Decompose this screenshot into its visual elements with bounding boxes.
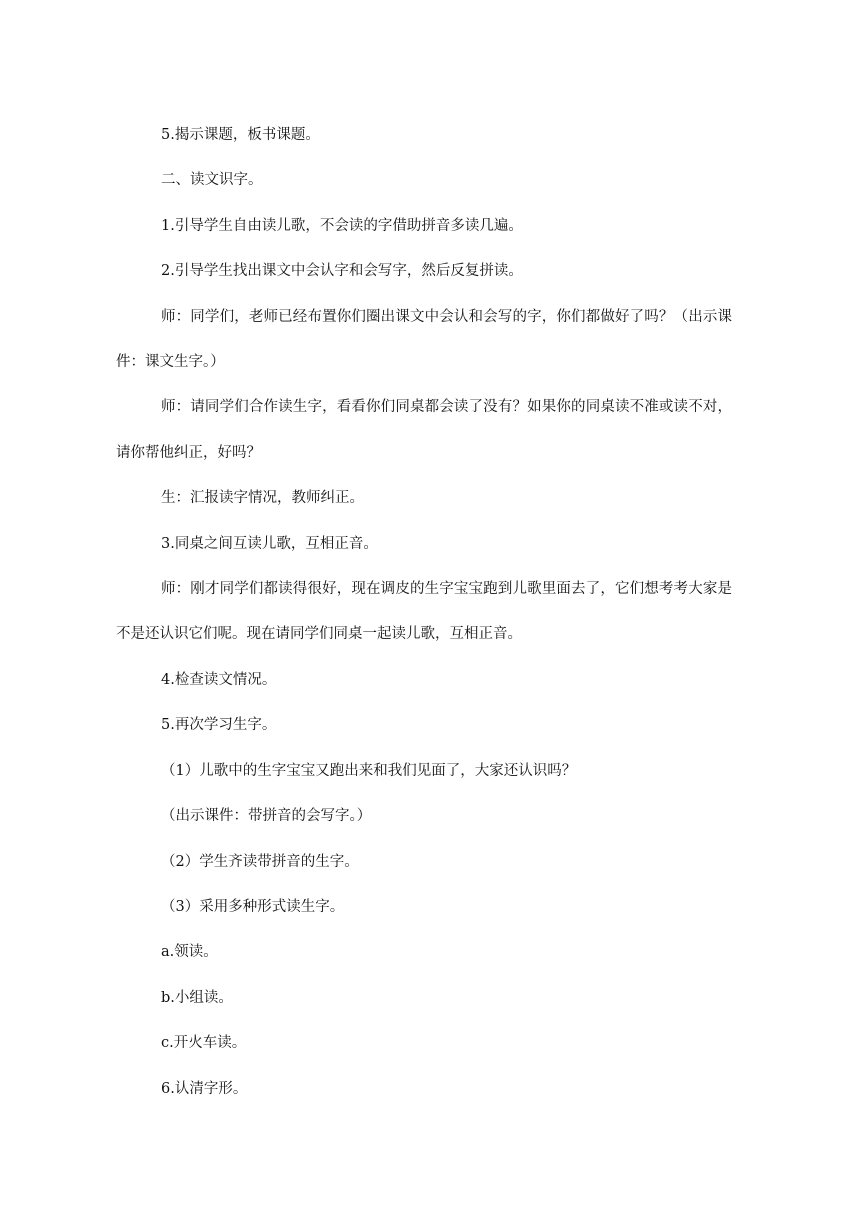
- paragraph-sub-3: （3）采用多种形式读生字。: [161, 898, 345, 915]
- paragraph-teacher-3: 师：刚才同学们都读得很好，现在调皮的生字宝宝跑到儿歌里面去了，它们想考考大家是不是还认识它们呢。现在请同学们同桌一起读儿歌，互相正音。: [116, 581, 732, 643]
- paragraph-step-1: 1.引导学生自由读儿歌，不会读的字借助拼音多读几遍。: [161, 217, 523, 234]
- paragraph-step-6: 6.认清字形。: [161, 1080, 248, 1097]
- paragraph-sub-2: （2）学生齐读带拼音的生字。: [161, 853, 359, 870]
- paragraph-step-5: 5.再次学习生字。: [161, 717, 277, 734]
- paragraph-step-3: 3.同桌之间互读儿歌，互相正音。: [161, 535, 378, 552]
- paragraph-item-c: c.开火车读。: [161, 1035, 247, 1052]
- paragraph-reveal-title: 5.揭示课题，板书课题。: [161, 127, 320, 143]
- section-heading-read-and-recognize: 二、读文识字。: [161, 172, 263, 189]
- paragraph-item-a: a.领读。: [161, 944, 218, 961]
- document-body: [116, 113, 732, 1112]
- paragraph-item-b: b.小组读。: [161, 989, 233, 1006]
- paragraph-sub-1: （1）儿歌中的生字宝宝又跑出来和我们见面了，大家还认识吗？: [161, 762, 577, 779]
- paragraph-step-2: 2.引导学生找出课文中会认字和会写字，然后反复拼读。: [161, 263, 523, 280]
- paragraph-teacher-2: 师：请同学们合作读生字，看看你们同桌都会读了没有？如果你的同桌读不准或读不对，请你帮他纠正，好吗？: [116, 399, 732, 461]
- paragraph-student-report: 生：汇报读字情况，教师纠正。: [161, 490, 364, 507]
- paragraph-step-4: 4.检查读文情况。: [161, 671, 277, 688]
- paragraph-teacher-1: 师：同学们，老师已经布置你们圈出课文中会认和会写的字，你们都做好了吗？（出示课件：课文生字。）: [116, 308, 732, 371]
- paragraph-sub-1-note: （出示课件：带拼音的会写字。）: [161, 808, 372, 825]
